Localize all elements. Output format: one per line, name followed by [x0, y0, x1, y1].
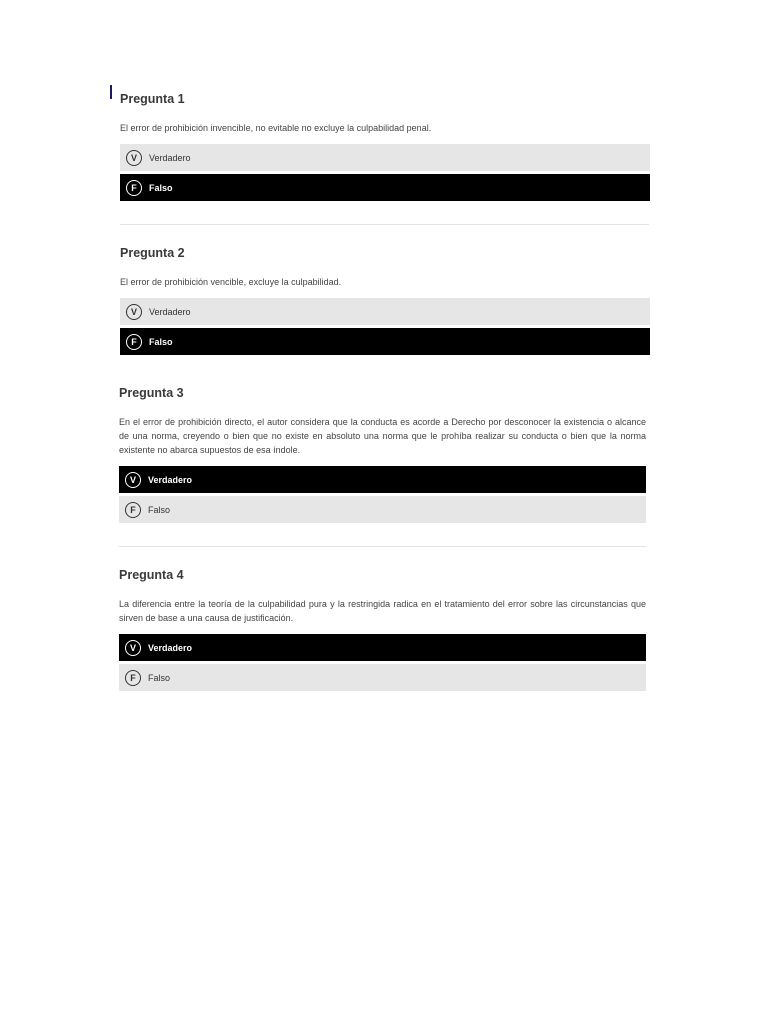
- letter-f-icon: F: [126, 180, 142, 196]
- question-text: La diferencia entre la teoría de la culpabilidad pura y la restringida radica en el tratamiento del error sobre las circunstancias que sirven de base a una causa de justificación.: [119, 599, 646, 623]
- letter-f-icon: F: [125, 670, 141, 686]
- option-label: Falso: [148, 504, 171, 515]
- option-falso[interactable]: [120, 328, 650, 355]
- letter-f-icon: F: [126, 334, 142, 350]
- option-falso[interactable]: [120, 174, 650, 201]
- option-falso[interactable]: [119, 496, 646, 523]
- question-title: Pregunta 2: [120, 246, 185, 260]
- letter-v-icon: V: [126, 150, 142, 166]
- option-label: Falso: [149, 182, 173, 193]
- letter-f-icon: F: [125, 502, 141, 518]
- option-verdadero[interactable]: [120, 298, 650, 325]
- option-label: Verdadero: [148, 474, 193, 485]
- letter-v-icon: V: [125, 640, 141, 656]
- question-text: El error de prohibición vencible, excluye la culpabilidad.: [120, 277, 342, 287]
- question-text: En el error de prohibición directo, el autor considera que la conducta es acorde a Derecho por desconocer la existencia o alcance de una norma, creyendo o bien que no existe en absoluto una norma que le prohíba realizar su conducta o bien que la norma existente no abarca supuestos de esa índole.: [119, 417, 646, 455]
- option-label: Verdadero: [148, 642, 193, 653]
- divider: [119, 546, 646, 547]
- question-title: Pregunta 3: [119, 386, 184, 400]
- question-text: El error de prohibición invencible, no evitable no excluye la culpabilidad penal.: [120, 123, 432, 133]
- divider: [120, 224, 649, 225]
- letter-v-icon: V: [125, 472, 141, 488]
- option-verdadero[interactable]: [119, 634, 646, 661]
- option-label: Falso: [148, 672, 171, 683]
- question-4: [119, 568, 646, 691]
- option-verdadero[interactable]: [119, 466, 646, 493]
- question-title: Pregunta 1: [120, 92, 185, 106]
- option-falso[interactable]: [119, 664, 646, 691]
- option-label: Verdadero: [149, 306, 191, 317]
- text-cursor: [110, 85, 112, 99]
- question-2: [120, 246, 650, 355]
- letter-v-icon: V: [126, 304, 142, 320]
- option-label: Verdadero: [149, 152, 191, 163]
- question-3: [119, 386, 646, 523]
- option-verdadero[interactable]: [120, 144, 650, 171]
- question-title: Pregunta 4: [119, 568, 184, 582]
- option-label: Falso: [149, 336, 173, 347]
- question-1: [120, 92, 650, 201]
